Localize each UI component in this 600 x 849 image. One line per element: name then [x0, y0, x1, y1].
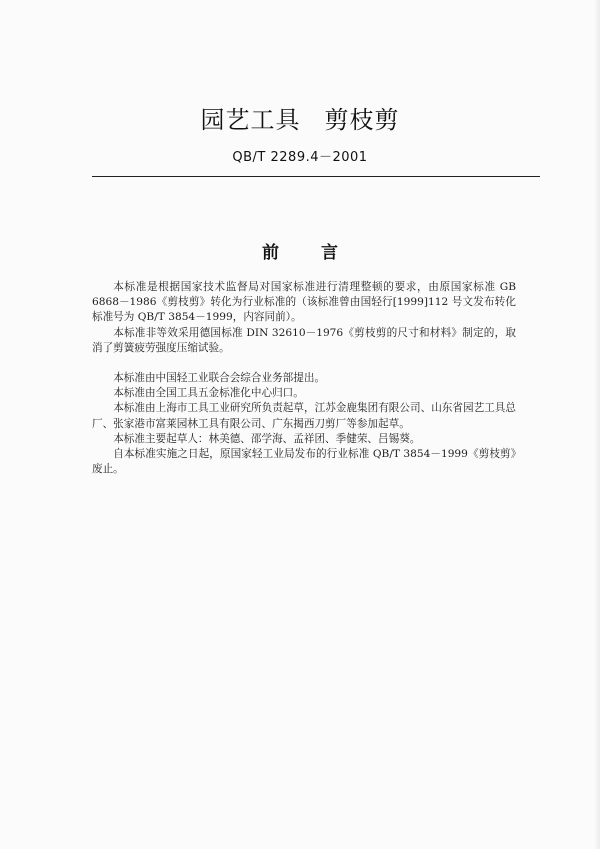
foreword-heading: 前 言	[262, 243, 356, 263]
document-title	[0, 100, 600, 135]
paragraph-responsible-body: 本标准由全国工具五金标准化中心归口。	[113, 387, 304, 400]
paragraph-conversion: 本标准是根据国家技术监督局对国家标准进行清理整顿的要求，由原国家标准 GB 6868－1986《剪枝剪》转化为行业标准的（该标准曾由国轻行[1999]112 号文发布转化标准号为 QB/T 3854－1999，内容同前）。	[92, 281, 516, 324]
paragraph-supersedes: 自本标准实施之日起，原国家轻工业局发布的行业标准 QB/T 3854－1999《剪枝剪》废止。	[92, 448, 516, 476]
paragraph-drafting-units: 本标准由上海市工具工业研究所负责起草，江苏金鹿集团有限公司、山东省园艺工具总厂、张家港市富莱园林工具有限公司、广东揭西刀剪厂等参加起草。	[92, 402, 516, 430]
title-product: 剪枝剪	[324, 106, 400, 134]
title-category: 园艺工具	[200, 106, 301, 134]
paragraph-adoption: 本标准非等效采用德国标准 DIN 32610－1976《剪枝剪的尺寸和材料》制定的，取消了剪簧疲劳强度压缩试验。	[92, 326, 516, 354]
scan-edge-shadow	[594, 0, 600, 849]
foreword-body	[92, 280, 516, 477]
header-divider	[92, 176, 540, 177]
paragraph-drafters: 本标准主要起草人：林美德、邵学海、孟祥团、季健荣、吕锡葵。	[113, 432, 421, 445]
standard-number: QB/T 2289.4－2001	[232, 150, 368, 165]
paragraph-proposer: 本标准由中国轻工业联合会综合业务部提出。	[113, 372, 326, 385]
